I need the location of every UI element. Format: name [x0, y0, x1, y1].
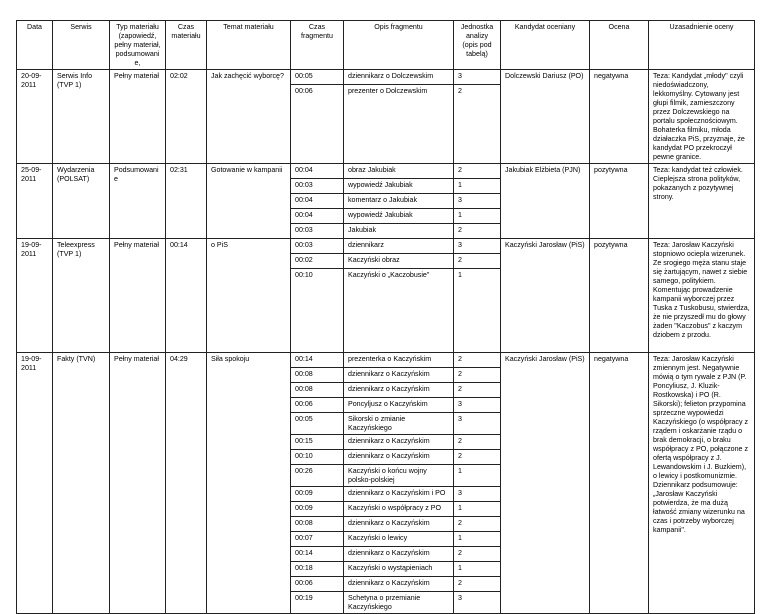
- cell-fragment-time: 00:10: [291, 450, 344, 465]
- cell-material-type: Pełny materiał: [110, 353, 166, 614]
- cell-fragment-time: 00:09: [291, 502, 344, 517]
- header-fragment-description: Opis fragmentu: [344, 21, 454, 70]
- cell-fragment-description: wypowiedź Jakubiak: [344, 209, 454, 224]
- header-material-duration: Czas materiału: [166, 21, 207, 70]
- cell-fragment-description: Jakubiak: [344, 224, 454, 239]
- cell-material-topic: Siła spokoju: [207, 353, 291, 614]
- cell-analysis-unit: 3: [454, 239, 501, 254]
- table-row: [17, 164, 755, 179]
- cell-fragment-description: dziennikarz o Kaczyńskim: [344, 547, 454, 562]
- cell-fragment-time: 00:26: [291, 465, 344, 487]
- cell-analysis-unit: 1: [454, 532, 501, 547]
- cell-analysis-unit: 1: [454, 465, 501, 487]
- cell-fragment-time: 00:04: [291, 164, 344, 179]
- cell-date: 19-09-2011: [17, 239, 53, 353]
- cell-candidate: Dolczewski Dariusz (PO): [501, 70, 590, 164]
- cell-fragment-description: Poncyljusz o Kaczyńskim: [344, 398, 454, 413]
- cell-fragment-description: Kaczyński o współpracy z PO: [344, 502, 454, 517]
- cell-fragment-time: 00:04: [291, 194, 344, 209]
- cell-material-topic: o PiS: [207, 239, 291, 353]
- table-row: [17, 239, 755, 254]
- header-service: Serwis: [53, 21, 110, 70]
- cell-rating: pozytywna: [590, 164, 649, 239]
- cell-fragment-time: 00:06: [291, 85, 344, 164]
- header-material-type: Typ materiału (zapowiedź, pełny materiał, podsumowanie,: [110, 21, 166, 70]
- cell-fragment-time: 00:08: [291, 368, 344, 383]
- cell-fragment-description: Schetyna o przemianie Kaczyńskiego: [344, 592, 454, 614]
- cell-fragment-time: 00:03: [291, 239, 344, 254]
- cell-fragment-time: 00:06: [291, 577, 344, 592]
- cell-justification: Teza: Kandydat „młody" czyli niedoświadczony, lekkomyślny. Cytowany jest głupi filmik, zamieszczony przez Dolczewskiego na portalu społecznościowym. Bohaterka filmiku, młoda działaczka PiS, przyznaje, że kandydat PO przekroczył pewne granice.: [649, 70, 755, 164]
- cell-fragment-time: 00:18: [291, 562, 344, 577]
- cell-fragment-description: Sikorski o zmianie Kaczyńskiego: [344, 413, 454, 435]
- cell-fragment-description: dziennikarz o Kaczyńskim: [344, 383, 454, 398]
- cell-analysis-unit: 3: [454, 194, 501, 209]
- header-date: Data: [17, 21, 53, 70]
- cell-analysis-unit: 3: [454, 592, 501, 614]
- cell-fragment-description: komentarz o Jakubiak: [344, 194, 454, 209]
- cell-fragment-time: 00:07: [291, 532, 344, 547]
- cell-fragment-description: dziennikarz o Kaczyńskim: [344, 577, 454, 592]
- cell-fragment-description: dziennikarz o Dolczewskim: [344, 70, 454, 85]
- cell-rating: negatywna: [590, 70, 649, 164]
- cell-fragment-time: 00:05: [291, 70, 344, 85]
- cell-analysis-unit: 1: [454, 269, 501, 353]
- cell-material-duration: 02:02: [166, 70, 207, 164]
- header-material-topic: Temat materiału: [207, 21, 291, 70]
- cell-fragment-time: 00:09: [291, 487, 344, 502]
- header-candidate: Kandydat oceniany: [501, 21, 590, 70]
- cell-fragment-time: 00:05: [291, 413, 344, 435]
- cell-fragment-description: dziennikarz o Kaczyńskim: [344, 435, 454, 450]
- cell-analysis-unit: 2: [454, 547, 501, 562]
- cell-material-type: Pełny materiał: [110, 239, 166, 353]
- cell-fragment-description: dziennikarz: [344, 239, 454, 254]
- cell-date: 19-09-2011: [17, 353, 53, 614]
- cell-analysis-unit: 3: [454, 413, 501, 435]
- cell-analysis-unit: 2: [454, 383, 501, 398]
- cell-fragment-description: dziennikarz o Kaczyńskim i PO: [344, 487, 454, 502]
- cell-fragment-description: prezenterka o Kaczyńskim: [344, 353, 454, 368]
- cell-date: 25-09-2011: [17, 164, 53, 239]
- cell-fragment-description: Kaczyński obraz: [344, 254, 454, 269]
- cell-justification: Teza: Jarosław Kaczyński zmiennym jest. Negatywnie mówią o tym rywale z PJN (P. Poncyliusz, J. Kluzik-Rostkowska) i PO (R. Sikorski); felieton przypomina sprzeczne wypowiedzi Kaczyńskiego (o współpracy z rządem i oskarżanie rządu o brak demokracji, o braku współpracy z PO, połączone z ofertą współpracy z J. Lewandowskim i J. Buzkiem), o lewicy i postkomunizmie. Dziennikarz podsumowuje: „Jarosław Kaczyński potwierdza, że ma dużą łatwość zmiany wizerunku na czas i potrzeby wyborczej kampanii".: [649, 353, 755, 614]
- header-justification: Uzasadnienie oceny: [649, 21, 755, 70]
- cell-analysis-unit: 2: [454, 450, 501, 465]
- cell-fragment-time: 00:04: [291, 209, 344, 224]
- header-rating: Ocena: [590, 21, 649, 70]
- cell-fragment-description: obraz Jakubiak: [344, 164, 454, 179]
- cell-material-type: Pełny materiał: [110, 70, 166, 164]
- analysis-table: [16, 20, 755, 614]
- table-body: [17, 70, 755, 614]
- cell-fragment-description: wypowiedź Jakubiak: [344, 179, 454, 194]
- cell-fragment-description: Kaczyński o „Kaczobusie": [344, 269, 454, 353]
- cell-rating: pozytywna: [590, 239, 649, 353]
- cell-material-duration: 00:14: [166, 239, 207, 353]
- cell-analysis-unit: 2: [454, 85, 501, 164]
- cell-analysis-unit: 2: [454, 353, 501, 368]
- cell-fragment-time: 00:10: [291, 269, 344, 353]
- cell-fragment-time: 00:03: [291, 224, 344, 239]
- cell-material-type: Podsumowanie: [110, 164, 166, 239]
- cell-analysis-unit: 1: [454, 502, 501, 517]
- cell-fragment-description: dziennikarz o Kaczyńskim: [344, 517, 454, 532]
- cell-fragment-description: Kaczyński o wystąpieniach: [344, 562, 454, 577]
- cell-rating: negatywna: [590, 353, 649, 614]
- cell-fragment-time: 00:08: [291, 517, 344, 532]
- cell-fragment-description: Kaczyński o lewicy: [344, 532, 454, 547]
- cell-fragment-time: 00:06: [291, 398, 344, 413]
- cell-fragment-description: prezenter o Dolczewskim: [344, 85, 454, 164]
- cell-fragment-description: Kaczyński o końcu wojny polsko-polskiej: [344, 465, 454, 487]
- cell-fragment-time: 00:03: [291, 179, 344, 194]
- cell-analysis-unit: 1: [454, 562, 501, 577]
- cell-analysis-unit: 2: [454, 368, 501, 383]
- cell-fragment-time: 00:02: [291, 254, 344, 269]
- cell-analysis-unit: 1: [454, 209, 501, 224]
- cell-candidate: Jakubiak Elżbieta (PJN): [501, 164, 590, 239]
- header-fragment-time: Czas fragmentu: [291, 21, 344, 70]
- cell-analysis-unit: 2: [454, 517, 501, 532]
- cell-fragment-description: dziennikarz o Kaczyńskim: [344, 368, 454, 383]
- cell-fragment-time: 00:08: [291, 383, 344, 398]
- cell-fragment-time: 00:19: [291, 592, 344, 614]
- table-row: [17, 70, 755, 85]
- cell-fragment-time: 00:14: [291, 547, 344, 562]
- cell-analysis-unit: 2: [454, 164, 501, 179]
- cell-service: Wydarzenia (POLSAT): [53, 164, 110, 239]
- cell-service: Serwis Info (TVP 1): [53, 70, 110, 164]
- cell-material-topic: Jak zachęcić wyborcę?: [207, 70, 291, 164]
- table-row: [17, 353, 755, 368]
- cell-fragment-description: dziennikarz o Kaczyńskim: [344, 450, 454, 465]
- cell-analysis-unit: 1: [454, 179, 501, 194]
- header-row: [17, 21, 755, 70]
- header-analysis-unit: Jednostka analizy (opis pod tabelą): [454, 21, 501, 70]
- cell-fragment-time: 00:14: [291, 353, 344, 368]
- cell-service: Teleexpress (TVP 1): [53, 239, 110, 353]
- cell-material-duration: 02:31: [166, 164, 207, 239]
- cell-justification: Teza: kandydat też człowiek. Cieplejsza strona polityków, pokazanych z pozytywnej strony.: [649, 164, 755, 239]
- cell-service: Fakty (TVN): [53, 353, 110, 614]
- cell-analysis-unit: 3: [454, 398, 501, 413]
- cell-material-duration: 04:29: [166, 353, 207, 614]
- cell-candidate: Kaczyński Jarosław (PiS): [501, 353, 590, 614]
- cell-candidate: Kaczyński Jarosław (PiS): [501, 239, 590, 353]
- cell-analysis-unit: 2: [454, 224, 501, 239]
- cell-justification: Teza: Jarosław Kaczyński stopniowo ociepla wizerunek. Ze srogiego męża stanu staje się żartującym, nawet z siebie samego, politykiem. Komentując prowadzenie kampanii wyborczej przez Tuska z Tuskobusu, stwierdza, że nie przyszedł mu do głowy żaden "Kaczobus" z kaczym dziobem z przodu.: [649, 239, 755, 353]
- cell-analysis-unit: 3: [454, 487, 501, 502]
- cell-fragment-time: 00:15: [291, 435, 344, 450]
- cell-analysis-unit: 2: [454, 254, 501, 269]
- cell-analysis-unit: 3: [454, 70, 501, 85]
- cell-material-topic: Gotowanie w kampanii: [207, 164, 291, 239]
- cell-analysis-unit: 2: [454, 435, 501, 450]
- cell-date: 20-09-2011: [17, 70, 53, 164]
- cell-analysis-unit: 2: [454, 577, 501, 592]
